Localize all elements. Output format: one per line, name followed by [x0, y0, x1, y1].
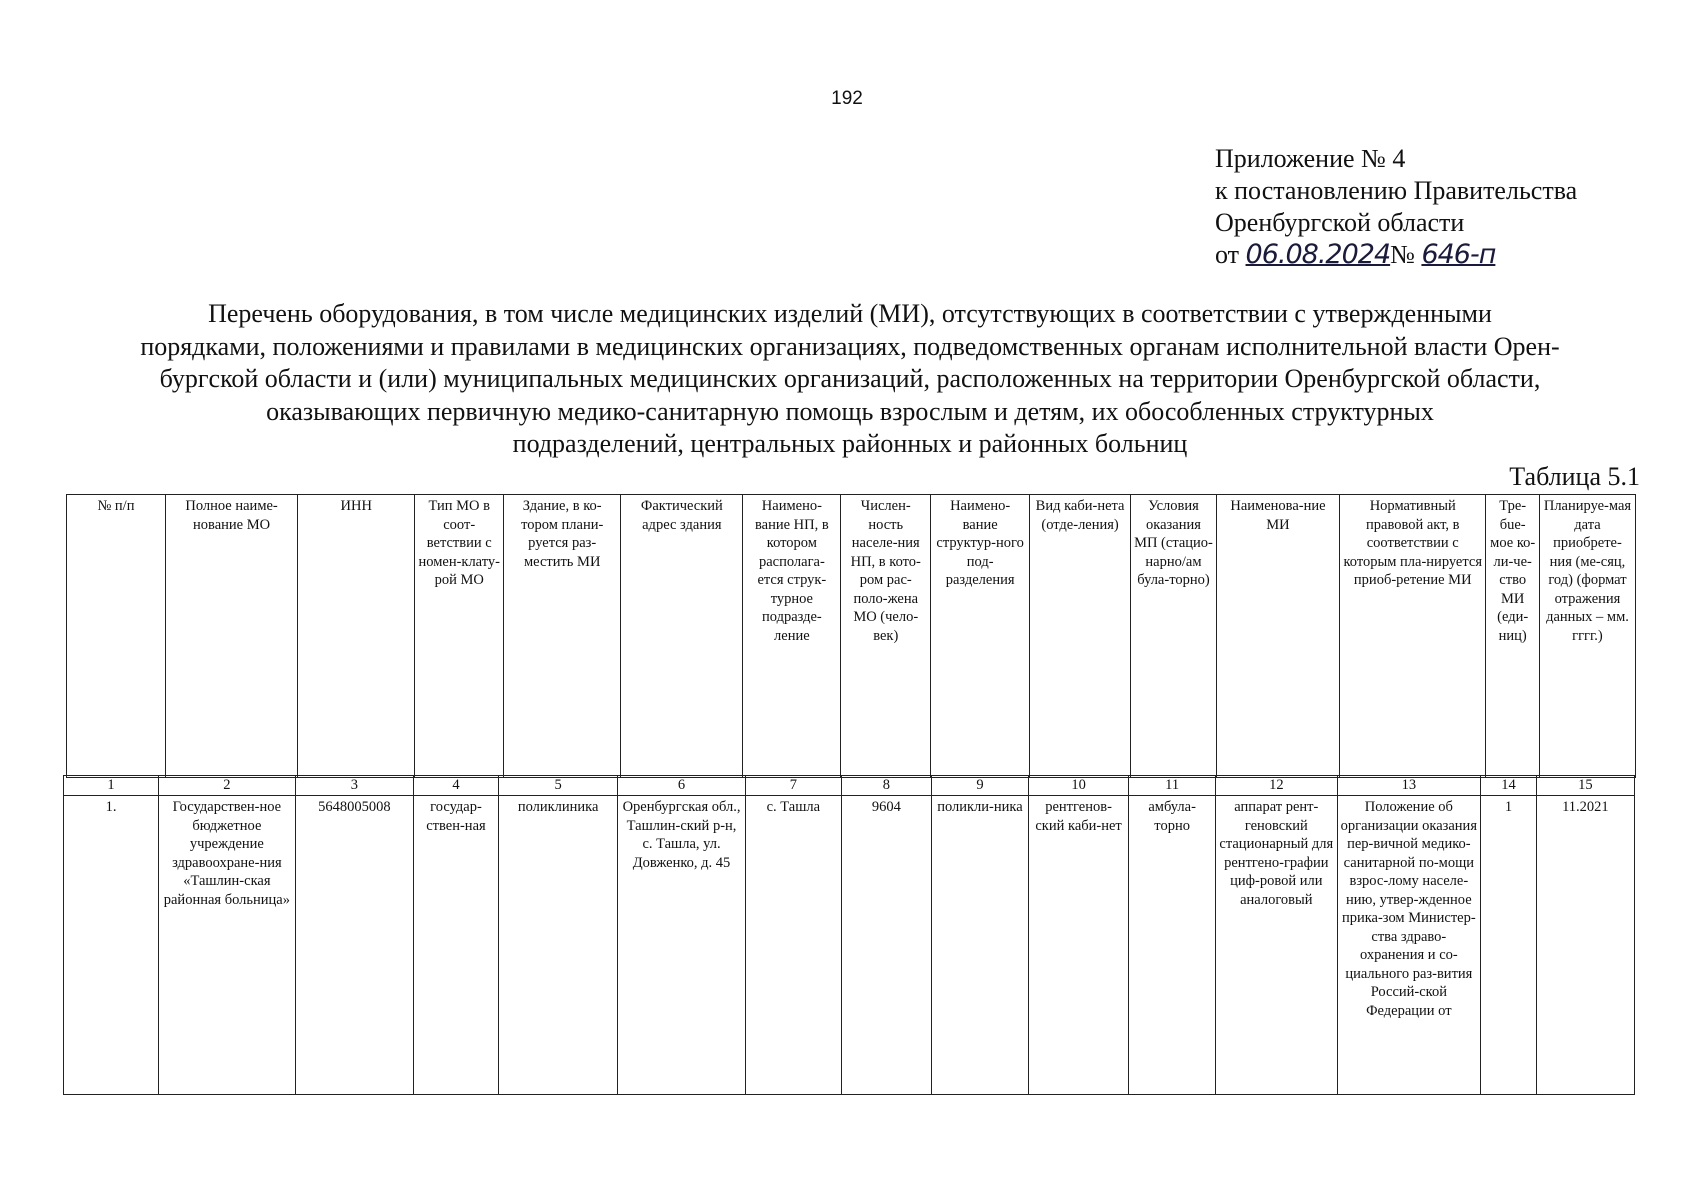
appendix-block	[1215, 143, 1577, 271]
planned-date-cell: 11.2021	[1536, 796, 1634, 1095]
mo-type-cell: государ-ствен-ная	[413, 796, 498, 1095]
header-cell: Наимено-вание НП, в котором располага-ется струк-турное подразде-ление	[743, 495, 841, 778]
title-line-5: подразделений, центральных районных и районных больниц	[512, 429, 1188, 458]
legal-act-cell: Положение об организации оказания пер-вичной медико-санитарной по-мощи взрос-лому населе-нию, утвер-жденное прика-зом Министер-ства здраво-охранения и со-циального раз-вития Россий-ской Федерации от	[1337, 796, 1481, 1095]
header-cell: Вид каби-нета (отде-ления)	[1030, 495, 1131, 778]
column-number: 9	[931, 776, 1028, 796]
header-cell: Нормативный правовой акт, в соответствии с которым пла-нируется приоб-ретение МИ	[1340, 495, 1486, 778]
column-number: 4	[413, 776, 498, 796]
column-number: 8	[841, 776, 931, 796]
document-title	[60, 298, 1640, 461]
column-number: 6	[618, 776, 745, 796]
header-cell: Условия оказания МП (стацио-нарно/ам була-торно)	[1131, 495, 1217, 778]
organization-name-cell: Государствен-ное бюджетное учреждение здравоохране-ния «Ташлин-ская районная больница»	[159, 796, 296, 1095]
table-row	[64, 796, 1635, 1095]
appendix-line-1: Приложение № 4	[1215, 144, 1406, 173]
header-cell: Полное наиме-нование МО	[165, 495, 297, 778]
header-cell: ИНН	[298, 495, 415, 778]
appendix-from-label: от	[1215, 240, 1240, 269]
column-number: 5	[498, 776, 617, 796]
building-cell: поликлиника	[498, 796, 617, 1095]
header-cell: Фактический адрес здания	[621, 495, 743, 778]
column-number: 14	[1481, 776, 1537, 796]
header-cell: № п/п	[67, 495, 166, 778]
cabinet-type-cell: рентгенов-ский каби-нет	[1029, 796, 1129, 1095]
column-number: 7	[745, 776, 841, 796]
device-name-cell: аппарат рент-геновский стационарный для рентгено-графии циф-ровой или аналоговый	[1216, 796, 1337, 1095]
address-cell: Оренбургская обл., Ташлин-ский р-н, с. Ташла, ул. Довженко, д. 45	[618, 796, 745, 1095]
title-line-1: Перечень оборудования, в том числе медицинских изделий (МИ), отсутствующих в соответствии с утвержденными	[208, 299, 1492, 328]
appendix-line-3: Оренбургской области	[1215, 208, 1465, 237]
appendix-number-label: №	[1390, 240, 1415, 269]
column-number: 12	[1216, 776, 1337, 796]
column-number: 13	[1337, 776, 1481, 796]
header-cell: Наименова-ние МИ	[1216, 495, 1339, 778]
settlement-cell: с. Ташла	[745, 796, 841, 1095]
column-number-row	[64, 776, 1635, 796]
header-cell: Числен-ность населе-ния НП, в кото-ром рас-поло-жена МО (чело-век)	[841, 495, 931, 778]
header-cell: Здание, в ко-тором плани-руется раз-местить МИ	[504, 495, 621, 778]
header-cell: Тип МО в соот-ветствии с номен-клату-рой МО	[415, 495, 504, 778]
appendix-line-2: к постановлению Правительства	[1215, 176, 1578, 205]
care-conditions-cell: амбула-торно	[1129, 796, 1216, 1095]
table-caption: Таблица 5.1	[1509, 462, 1640, 491]
title-line-4: оказывающих первичную медико-санитарную помощь взрослым и детям, их обособленных структурных	[266, 396, 1434, 426]
table-header	[66, 494, 1636, 778]
population-cell: 9604	[841, 796, 931, 1095]
inn-cell: 5648005008	[295, 796, 413, 1095]
column-number: 11	[1129, 776, 1216, 796]
header-cell: Наимено-вание структур-ного под-разделения	[931, 495, 1030, 778]
page-number: 192	[831, 88, 863, 109]
title-line-3: бургской области и (или) муниципальных медицинских организаций, расположенных на территории Оренбургской области,	[159, 364, 1541, 393]
column-number: 3	[295, 776, 413, 796]
table-body	[63, 775, 1635, 1095]
column-number: 10	[1029, 776, 1129, 796]
title-line-2: порядками, положениями и правилами в медицинских организациях, подведомственных органам исполнительной власти Орен-	[140, 331, 1560, 361]
unit-name-cell: поликли-ника	[931, 796, 1028, 1095]
header-cell: Тре-бue-мое ко-ли-че-ство МИ (еди-ниц)	[1486, 495, 1540, 778]
appendix-date: 06.08.2024	[1245, 239, 1391, 270]
row-number-cell: 1.	[64, 796, 159, 1095]
appendix-number: 646-п	[1421, 239, 1496, 270]
header-cell: Планируе-мая дата приобрете-ния (ме-сяц, год) (формат отражения данных – мм. гггг.)	[1539, 495, 1635, 778]
header-row	[67, 495, 1636, 778]
column-number: 1	[64, 776, 159, 796]
column-number: 15	[1536, 776, 1634, 796]
quantity-cell: 1	[1481, 796, 1537, 1095]
column-number: 2	[159, 776, 296, 796]
appendix-line-4	[1215, 239, 1577, 271]
